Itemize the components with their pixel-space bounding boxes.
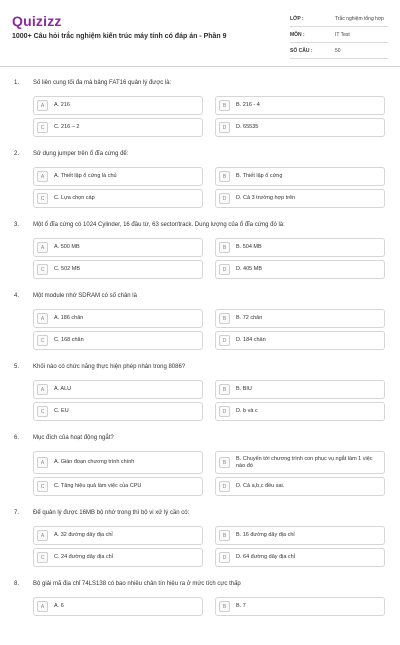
question-text: Một module nhớ SDRAM có số chân là (33, 293, 137, 299)
question-number: 3. (14, 222, 20, 228)
option-a[interactable] (33, 597, 203, 616)
option-letter: A (37, 242, 48, 253)
option-b[interactable] (215, 597, 385, 616)
option-letter: D (219, 335, 230, 346)
option-text: A. 32 đường dây địa chỉ (54, 532, 113, 538)
option-a[interactable] (33, 96, 203, 115)
option-d[interactable] (215, 477, 385, 496)
option-letter: A (37, 457, 48, 468)
option-a[interactable] (33, 380, 203, 399)
question-number: 4. (14, 293, 20, 299)
option-letter: B (219, 171, 230, 182)
option-text: D. 405 MB (236, 266, 262, 272)
option-letter: D (219, 481, 230, 492)
question-number: 6. (14, 435, 20, 441)
option-letter: B (219, 601, 230, 612)
option-text: B. BIU (236, 386, 252, 392)
option-letter: D (219, 264, 230, 275)
question (0, 215, 400, 286)
option-letter: C (37, 122, 48, 133)
option-text: A. Thiết lập ổ cứng là chủ (54, 173, 117, 179)
question (0, 428, 400, 503)
option-b[interactable] (215, 309, 385, 328)
option-text: D. 184 chân (236, 337, 266, 343)
option-b[interactable] (215, 380, 385, 399)
option-text: C. Lựa chọn cáp (54, 195, 95, 201)
option-text: C. 24 đường dây địa chỉ (54, 554, 113, 560)
question-text: Sử dụng jumper trên ổ đĩa cứng để: (33, 151, 129, 157)
option-d[interactable] (215, 402, 385, 421)
question (0, 144, 400, 215)
question-number: 2. (14, 151, 20, 157)
question (0, 503, 400, 574)
header-divider (0, 66, 400, 67)
option-letter: C (37, 552, 48, 563)
option-text: D. Cả 3 trường hợp trên (236, 195, 296, 201)
option-letter: B (219, 313, 230, 324)
option-letter: A (37, 313, 48, 324)
meta-label: MÔN : (290, 31, 305, 38)
meta-value: IT Test (335, 31, 350, 38)
option-c[interactable] (33, 331, 203, 350)
option-text: A. 216 (54, 102, 70, 108)
question-number: 7. (14, 510, 20, 516)
question (0, 357, 400, 428)
option-d[interactable] (215, 189, 385, 208)
question-text: Một ổ đĩa cứng có 1024 Cylinder, 16 đầu từ, 63 sector/track. Dung lượng của ổ đĩa cứng đó là: (33, 222, 285, 228)
option-text: D. Cả a,b,c đều sai. (236, 483, 285, 489)
option-c[interactable] (33, 402, 203, 421)
option-a[interactable] (33, 167, 203, 186)
option-letter: D (219, 193, 230, 204)
option-letter: A (37, 100, 48, 111)
option-c[interactable] (33, 118, 203, 137)
option-letter: C (37, 406, 48, 417)
meta-label: LỚP : (290, 15, 304, 22)
option-letter: D (219, 122, 230, 133)
option-d[interactable] (215, 118, 385, 137)
meta-table (290, 11, 388, 59)
option-letter: A (37, 530, 48, 541)
option-letter: B (219, 457, 230, 468)
option-text: B. Chuyển tới chương trình con phục vụ ngắt làm 1 việc nào đó (236, 455, 373, 469)
option-letter: A (37, 601, 48, 612)
option-c[interactable] (33, 477, 203, 496)
option-b[interactable] (215, 238, 385, 257)
option-c[interactable] (33, 189, 203, 208)
worksheet-title: 1000+ Câu hỏi trắc nghiệm kiến trúc máy tính có đáp án - Phần 9 (12, 33, 227, 40)
option-text: D. b và c (236, 408, 258, 414)
option-text: A. 186 chân (54, 315, 84, 321)
option-c[interactable] (33, 548, 203, 567)
option-text: D. 64 đường dây địa chỉ (236, 554, 295, 560)
option-letter: D (219, 406, 230, 417)
option-text: B. 16 đường dây địa chỉ (236, 532, 295, 538)
option-text: D. 65535 (236, 124, 259, 130)
option-a[interactable] (33, 238, 203, 257)
option-b[interactable] (215, 526, 385, 545)
option-text: C. Tăng hiệu quả làm việc của CPU (54, 483, 142, 489)
meta-row-subject (290, 27, 388, 43)
option-text: C. EU (54, 408, 69, 414)
option-letter: B (219, 384, 230, 395)
question-text: Bộ giải mã địa chỉ 74LS138 có bao nhiêu chân tín hiệu ra ở mức tích cực thấp (33, 581, 241, 587)
meta-row-class (290, 11, 388, 27)
option-a[interactable] (33, 309, 203, 328)
question-text: Để quản lý được 16MB bộ nhớ trong thì bộ vi xử lý cần có: (33, 510, 190, 516)
option-b[interactable] (215, 451, 385, 474)
option-letter: C (37, 481, 48, 492)
option-letter: A (37, 384, 48, 395)
question-text: Khối nào có chức năng thực hiện phép nhân trong 8086? (33, 364, 186, 370)
option-text: B. 7 (236, 603, 246, 609)
option-text: C. 168 chân (54, 337, 84, 343)
option-b[interactable] (215, 167, 385, 186)
meta-value: 50 (335, 47, 341, 54)
option-text: A. Gián đoạn chương trình chính (54, 459, 135, 465)
option-letter: D (219, 552, 230, 563)
question (0, 286, 400, 357)
option-text: B. Thiết lập ổ cứng (236, 173, 283, 179)
option-a[interactable] (33, 451, 203, 474)
option-b[interactable] (215, 96, 385, 115)
meta-value: Trắc nghiệm tổng hợp (335, 15, 384, 22)
question (0, 73, 400, 144)
option-letter: B (219, 530, 230, 541)
question (0, 574, 400, 645)
option-text: B. 72 chân (236, 315, 263, 321)
meta-row-count (290, 43, 388, 59)
question-number: 5. (14, 364, 20, 370)
option-letter: C (37, 264, 48, 275)
option-letter: B (219, 242, 230, 253)
question-text: Số liên cung tối đa mà bảng FAT16 quản lý được là: (33, 80, 172, 86)
option-d[interactable] (215, 548, 385, 567)
option-letter: B (219, 100, 230, 111)
option-d[interactable] (215, 260, 385, 279)
option-c[interactable] (33, 260, 203, 279)
option-letter: C (37, 193, 48, 204)
option-text: B. 504 MB (236, 244, 262, 250)
question-number: 8. (14, 581, 20, 587)
option-d[interactable] (215, 331, 385, 350)
option-text: B. 216 - 4 (236, 102, 260, 108)
option-letter: A (37, 171, 48, 182)
option-text: C. 502 MB (54, 266, 80, 272)
question-text: Mục đích của hoạt động ngắt? (33, 435, 114, 441)
option-text: C. 216 – 2 (54, 124, 80, 130)
option-text: A. 500 MB (54, 244, 80, 250)
option-letter: C (37, 335, 48, 346)
meta-label: SỐ CÂU : (290, 47, 313, 54)
option-text: A. 6 (54, 603, 64, 609)
option-text: A. ALU (54, 386, 72, 392)
question-number: 1. (14, 80, 20, 86)
worksheet-header (12, 10, 388, 66)
quizizz-logo: Quizizz (12, 13, 62, 29)
option-a[interactable] (33, 526, 203, 545)
